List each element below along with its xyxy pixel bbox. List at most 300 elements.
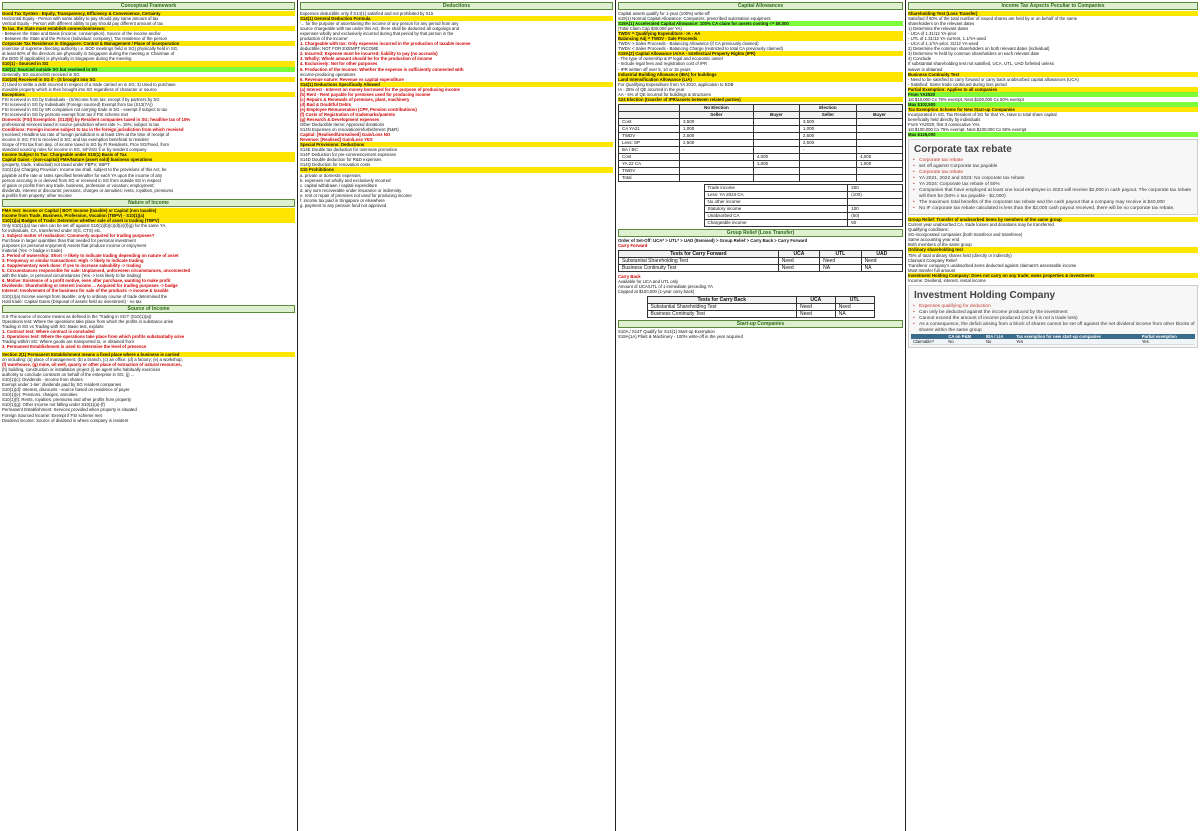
table-cell — [856, 174, 902, 181]
text-line: authority to conclude contracts on behalf of the enterprise in SG; (j) ... — [2, 372, 135, 378]
text-line: 5. Production of the Income: Whether the expense is sufficiently connected with — [300, 66, 464, 72]
text-line: a. private or domestic expenses — [300, 172, 361, 178]
text-line: movable property which is then brought into SG regardless of character or source — [2, 86, 157, 92]
corporate-tax-rebate-panel — [908, 139, 1198, 215]
table-cell: Substantial Shareholding Test — [647, 304, 796, 311]
text-line: Must transfer full amount — [908, 267, 956, 273]
text-line: - UCA of 1.31/12 YA-prior — [908, 31, 957, 37]
table-cell: Need — [796, 304, 835, 311]
text-line: S10(1): Sourced outside SG but received in SG — [2, 67, 295, 72]
text-line: 1. Chargeable with tax: Only expenses incurred in the production of taxable income — [300, 41, 471, 47]
section-title-nature-of-income: Nature of Income — [2, 199, 295, 207]
text-line: for individuals, CA, transferred under S(G, CTS) etc. — [2, 227, 102, 233]
table-row — [704, 212, 903, 219]
table-cell: Yes — [1014, 339, 1140, 345]
table-cell: 1,000 — [856, 160, 902, 167]
text-line: - UCA of 1.1/YA-prior, 31/12 YA-used — [908, 41, 979, 47]
text-line: Shareholding Test (Loss Transfer) — [908, 11, 1198, 16]
text-line: Land Intensification Allowance (LIA) — [618, 77, 903, 82]
text-line: Revenue: [Realised] Gain/Loss YES — [300, 137, 373, 143]
bullet-item: • Expenses qualifying for deduction — [911, 304, 1195, 310]
text-line: (f) warehouse, (g) mine, oil well, quarry or other place of extraction of natural resources, — [2, 362, 182, 368]
text-line: 4) Conclude — [908, 56, 932, 62]
text-line: S19A(1A) Plant & Machinery - 100% write-off in the year acquired — [618, 334, 743, 340]
text-line: Amount of UCA/UTL of 1 immediate preceding YA — [618, 284, 713, 290]
text-line: - Between the State and Basis (income; consumption), Source of the income and/or — [2, 31, 161, 37]
text-line: Income Subject to Tax: Chargeable under S10(1) Basis of Tax — [2, 152, 295, 157]
table-row — [704, 198, 903, 205]
table-cell — [856, 139, 902, 146]
text-line: Exempt under 1-tier: dividends paid by SG resident companies — [2, 382, 122, 388]
text-line: '... for the purpose of ascertaining the income of any person for any period from any — [300, 21, 459, 27]
text-line: with the trade, or personal circumstances (Yes -> less likely to be trading) — [2, 273, 142, 279]
text-line: Capped at $100,000 (1-year carry back) — [618, 289, 695, 295]
section-title-deductions: Deductions — [300, 2, 613, 10]
text-line: S10(1)(c): Dividends - income from shares — [2, 377, 83, 383]
table-cell — [753, 118, 799, 125]
text-line: - Include legal fees and registration cost of IPR — [618, 61, 708, 67]
text-line: on including: (a) place of management; (b) a branch; (c) an office; (d) a factory; (e) a workshop; — [2, 357, 183, 362]
text-line: payable at the rate or rates specified hereinafter for each YA upon the income of any — [2, 172, 163, 178]
table-row — [619, 264, 903, 271]
table-cell — [753, 132, 799, 139]
text-line: (b) Rent - Rent payable for premises used for producing income — [300, 91, 431, 97]
table-row — [619, 146, 903, 153]
text-line: production of the income' — [300, 36, 348, 42]
corporate-tax-rebate-title: Corporate tax rebate — [914, 144, 1012, 156]
table-row — [647, 304, 874, 311]
text-line: d. any sum recoverable under insurance or indemnity — [300, 187, 402, 193]
table-cell: TWDV — [619, 167, 680, 174]
text-line: income-producing operations — [300, 71, 356, 77]
table-row — [619, 118, 903, 125]
section-title-source-of-income: Source of Income — [2, 305, 295, 313]
table-row — [619, 139, 903, 146]
table-cell: Total — [619, 174, 680, 181]
text-line: (d) Bad & Doubtful Debts — [300, 101, 352, 107]
group-relief-text — [618, 238, 903, 248]
text-line: 2. Incurred: Expense must be incurred; liability to pay (no accruals) — [300, 51, 438, 57]
text-line: Corporate Tax Residence in Singapore: Control & Management / Place of incorporation — [2, 41, 295, 46]
text-line: (h) building, construction or installation project (i) an agent who habitually exercises — [2, 367, 161, 373]
table-cell — [753, 146, 799, 153]
source-of-income-text — [2, 314, 295, 349]
text-line: 6. Motive: Existence of a profit motive, even after purchase, wanting to make profit — [2, 278, 171, 284]
text-line: FSI received in SG by Individuals (Foreign sourced) Exempt from tax (S13(7A)) — [2, 101, 153, 107]
section-title-capital-allowances: Capital Allowances — [618, 2, 903, 10]
text-line: S10(1)(f): Rents, royalties, premiums and other profits from property — [2, 397, 132, 403]
text-line: S10(1)(a) Charging Provision: Income tax shall, subject to the provisions of this Act, be — [2, 167, 167, 173]
table-cell: Need — [778, 264, 819, 271]
table-cell: UTL — [820, 250, 861, 257]
bullet-item: • Corporate tax rebate — [911, 158, 1195, 164]
carry-forward-tests-table — [618, 250, 903, 272]
tax-computation-table — [704, 184, 904, 227]
text-line: Interest: Involvement of the business for sale of the products -> income & taxable — [2, 288, 169, 294]
table-cell: Less: SP — [619, 139, 680, 146]
text-line: source chargeable with tax under this Act, there shall be deducted all outgoings and — [300, 26, 460, 32]
text-line: S15 Prohibitions — [300, 167, 613, 172]
text-line: (a) Interest - Interest on money borrowed for the purpose of producing income — [300, 86, 460, 92]
table-cell — [619, 111, 680, 118]
table-cell: 1,000 — [799, 125, 856, 132]
text-line: Domestic (FSI) Exemption: (S13(8)) by Resident companies taxed in SG; headline tax of 15% — [2, 116, 191, 122]
table-header-row — [619, 104, 903, 111]
table-row — [619, 160, 903, 167]
text-line: Same accounting year end — [908, 237, 960, 243]
table-cell: Need — [820, 257, 861, 264]
table-cell — [856, 118, 902, 125]
table-cell: No — [946, 339, 984, 345]
table-cell — [856, 125, 902, 132]
table-cell: UTL — [835, 297, 874, 304]
text-line: Horizontal Equity - Person with same ability to pay should pay same amount of tax — [2, 16, 159, 22]
table-cell: (100) — [848, 191, 903, 198]
table-cell: - — [679, 146, 753, 153]
text-line: Max $125,000 — [908, 132, 1198, 137]
text-line: Exceptions — [2, 92, 295, 97]
text-line: S19(1) Normal Capital Allowance: Computers, prescribed automation equipment — [618, 16, 771, 22]
bullet-item: • Corporate tax rebate — [911, 170, 1195, 176]
table-cell: YA 22 CA — [619, 160, 680, 167]
table-row — [619, 125, 903, 132]
text-line: Ordinary shareholding test — [908, 247, 1198, 252]
income-tax-companies-text — [908, 11, 1198, 137]
table-cell: Cost — [619, 153, 680, 160]
text-line: S14F Deduction for pre-commencement expenses — [300, 152, 397, 158]
text-line: IA - 25% of QE incurred in the year — [618, 86, 685, 92]
text-line: Industrial Building Allowance (IBA) for buildings — [618, 72, 903, 77]
table-cell: 4,000 — [753, 153, 799, 160]
text-line: professional services taxed in source jurisdiction where rate >= 15%; subject to tax — [2, 122, 160, 128]
table-header-row — [619, 111, 903, 118]
text-line: purposes (or personal enjoyment) Assets that produce income or enjoyment — [2, 243, 147, 249]
text-line: Income from Trade, Business, Profession, Vocation (TBPV) - S10(1)(a) — [2, 213, 295, 218]
table-cell: Unabsorbed CA — [704, 212, 848, 219]
table-cell — [753, 174, 799, 181]
text-line: S.9 The source of income means as defined in the 'Trading in SG?' (S10(1)(a)) — [2, 313, 152, 319]
corporate-tax-rebate-list — [911, 158, 1195, 212]
text-line: at least 50% of the directors are physically in Singapore during the meeting or Chairman of — [2, 51, 175, 57]
text-line: b. expenses not wholly and exclusively incurred — [300, 177, 391, 183]
carry-back-tests-table — [647, 296, 875, 318]
text-line: FSI received in SG by Individuals - (S/Income from tax; except if by partners by SG — [2, 96, 160, 102]
table-cell — [856, 146, 902, 153]
table-cell: CA YA21 — [619, 125, 680, 132]
deductions-text — [300, 11, 613, 208]
text-line: 3. Wholly: Whole amount should be for the production of income — [300, 56, 433, 62]
table-cell — [799, 174, 856, 181]
table-cell: NA — [835, 311, 874, 318]
text-line: Group Relief: Transfer of unabsorbed items by members of the same group — [908, 217, 1198, 222]
conceptual-framework-text — [2, 11, 295, 198]
text-line: 1. Contract test: Where contract is concluded — [2, 328, 95, 334]
text-line: (e) Employee Remuneration (CPF, Pension contributions) — [300, 106, 417, 112]
text-line: g. payment to any pension fund not approved — [300, 202, 387, 208]
text-line: Investment Holding Company: Does not carry on any trade; owns properties & investments — [908, 273, 1198, 278]
text-line: (f) Costs of Registration of trademarks/patents — [300, 111, 396, 117]
text-line: 4. Exclusively: Not for other purposes — [300, 61, 378, 67]
table-cell: Seller — [799, 111, 856, 118]
text-line: Partial Exemption: Applies to all companies — [908, 87, 1198, 92]
table-cell: 1,000 — [679, 125, 753, 132]
text-line: - Need to be satisfied to carry forward or carry back unabsorbed capital allowances (UCA) — [908, 76, 1079, 82]
permanent-establishment-text — [2, 357, 295, 423]
text-line: deductible; NOT FOR EXEMPT INCOME — [300, 46, 379, 52]
text-line: shareholders on the relevant dates — [908, 21, 975, 27]
investment-holding-company-title: Investment Holding Company — [914, 289, 1056, 301]
section-title-permanent-establishment: Section 2(1) Permanent Establishment means a fixed place where a business is carried — [2, 352, 295, 357]
text-line: (Total Claim Cap $30,000 per YA) — [618, 26, 682, 32]
carry-back-text — [618, 279, 903, 294]
text-line: Satisfied if 50% of the total number of issued shares are held by or on behalf of the same — [908, 16, 1078, 22]
investment-holding-company-panel — [908, 285, 1198, 348]
bullet-item: • Cannot exceed the amount of income produced (once it is not a trade loss) — [911, 316, 1195, 322]
text-line: Foreign Sourced Income: Exempt if FSI scheme met — [2, 412, 102, 418]
text-line: (g) Research & Development expenses — [300, 116, 380, 122]
table-cell: 3,500 — [679, 118, 753, 125]
text-line: From YA2020 — [908, 92, 1198, 97]
table-cell: Need — [778, 257, 819, 264]
text-line: 1st $100,000 Cx 75% exempt, Next $100,000 Cx 50% exempt — [908, 127, 1027, 133]
table-cell: CA on P&M — [946, 334, 984, 339]
text-line: Balancing Adj = TWDV - Sale Proceeds — [618, 36, 903, 41]
table-row — [704, 205, 903, 212]
table-cell: Statutory income — [704, 205, 848, 212]
text-line: Dividend income: Source of dividend is where company is resident — [2, 417, 129, 423]
carry-back-title: Carry Back — [618, 273, 641, 279]
text-line: S10A / S14T Qualify for S14(1) Start-up Exemption — [618, 329, 715, 335]
bullet-item: • Companies that have employed at least one local employee in 2023 will receive $2,000 in cash payout. The corporate tax rebate will then be (50% x tax payable - $2,000) — [911, 188, 1195, 200]
table-cell: 4,000 — [856, 153, 902, 160]
text-line: 1st $10,000 Cx 75% exempt, Next $190,000 Cx 50% exempt — [908, 96, 1024, 102]
text-line: TWDV < Sales Proceeds - Balancing Charge (restricted to total CA previously claimed) — [618, 46, 783, 52]
text-line: Purchase in larger quantities than that needed for personal investment — [2, 238, 136, 244]
text-line: 75% of total ordinary shares held (directly or indirectly) — [908, 252, 1012, 258]
text-line: 5. Circumstances responsible for sale: Unplanned, unforeseen circumstances, unconnected — [2, 268, 191, 274]
text-line: Special Provisions: Deductions — [300, 142, 613, 147]
column-capital-allowances — [616, 0, 906, 831]
text-line: S10(1)(e): Pensions, charges, annuities — [2, 392, 78, 398]
text-line: 1. Subject matter of realisation: Commonly acquired for trading purposes? — [2, 232, 155, 238]
table-cell: 200 — [848, 184, 903, 191]
table-cell: Claimable? — [911, 339, 946, 345]
table-cell — [619, 104, 680, 111]
table-row — [704, 191, 903, 198]
text-line: Hold trade: Capital Gains (Disposal of assets held as investment) - no tax — [2, 298, 142, 304]
text-line: Transferor company's unabsorbed items deducted against claimant's assessable income — [908, 262, 1077, 268]
text-line: - IPR written off over 5, 10 or 15 years — [618, 66, 691, 72]
table-cell — [799, 167, 856, 174]
table-cell: UCA — [796, 297, 835, 304]
text-line: beneficially held directly by individuals — [908, 116, 981, 122]
text-line: Capital assets qualify for 1-year (100%) write-off — [618, 11, 710, 16]
table-cell: 50 — [848, 219, 903, 226]
text-line: From YA2020, first 3 consecutive YAs — [908, 122, 980, 128]
text-line: S10(1)(g): Other income not falling under S10(1)(a)-(f) — [2, 402, 105, 408]
text-line: (received; Headline tax rate of foreign jurisdiction is at least 15% at the time of receipt of — [2, 132, 170, 138]
text-line: SG-incorporated companies (both transferor and transferee) — [908, 232, 1023, 238]
table-row — [911, 339, 1195, 345]
table-cell — [856, 167, 902, 174]
text-line: Capital Gains - (non-capital) FMA/Nature (asset sold) business operations — [2, 157, 295, 162]
table-cell: 2,500 — [679, 139, 753, 146]
text-line: S14(1) General Deduction Formula — [300, 16, 613, 21]
bullet-item: • As a consequence, the deficit arising from a block of shares cannot be set off against the net dividend income from other blocks of shares within the same group — [911, 322, 1195, 334]
section-title-conceptual-framework: Conceptual Framework — [2, 2, 295, 10]
capital-allowances-text — [618, 11, 903, 102]
text-line: S19A(1) Accelerated Capital Allowance: 100% CA claim for assets costing <= $5,000 — [618, 21, 903, 26]
table-row — [619, 167, 903, 174]
text-line: S24 Election (transfer of IPR/assets between related parties) — [618, 97, 903, 102]
table-cell: (50) — [848, 212, 903, 219]
table-row — [619, 174, 903, 181]
text-line: dividends, interest or discounts; pensions, charges or annuities; rents, royalties, premiums — [2, 187, 174, 193]
table-cell: Need — [861, 257, 902, 264]
text-line: standard sourcing rules for income in SG, S/Fi/SG fi or by resident company — [2, 147, 147, 153]
bullet-item: • Can only be deducted against the income produced by the investment — [911, 310, 1195, 316]
table-header-row — [619, 250, 903, 257]
table-cell — [753, 104, 799, 111]
table-cell: Buyer — [856, 111, 902, 118]
election-comparison-table — [618, 104, 903, 182]
table-row — [619, 257, 903, 264]
text-line: 3. Frequency or similar transactions: High -> likely to indicate trading — [2, 258, 144, 264]
text-line: S14E Double tax deduction for overseas promotion — [300, 147, 398, 153]
text-line: - The type of ownership & IP legal and economic owner — [618, 56, 724, 62]
table-cell: Partial exemption — [1140, 334, 1195, 339]
table-cell: 100 — [848, 205, 903, 212]
table-cell — [679, 160, 753, 167]
table-cell: 2,500 — [679, 132, 753, 139]
text-line: Incorporated in SG, Tax Resident of SG for that YA, Have to total share capital — [908, 111, 1057, 117]
text-line: S19A(2) Capital Allowance IA/AA - Intellectual Property Rights (IPR) — [618, 51, 903, 56]
text-line: Capital: [Realised/Unrealised] Gain/Loss NO — [300, 132, 391, 138]
bullet-item: • set off against Corporate tax payable — [911, 164, 1195, 170]
table-cell: Substantial Shareholding Test — [619, 257, 779, 264]
text-line: S10(1) - Sourced in SG — [2, 61, 295, 66]
text-line: Scope of FSI tax from dep. of income taxed in SG by FI Residents, Prov SG/Fixed, from — [2, 142, 169, 148]
text-line: Both members of the same group — [908, 242, 972, 248]
table-cell — [753, 167, 799, 174]
bullet-item: • No IF corporate tax rebate calculated is less than the $2,000 cash payout received, there will be no corporate tax rebate. — [911, 206, 1195, 212]
text-line: waiver is obtained — [908, 66, 943, 72]
text-line: Available for UCA and UTL only — [618, 278, 679, 284]
text-line: - Satisfied: Same trade continued during loss period — [908, 81, 1007, 87]
text-line: Qualifying conditions: — [908, 227, 949, 233]
text-line: S10(1)(a) Badges of Trade: Determine whether sale of asset is trading (TBPV) — [2, 218, 295, 223]
text-line: Trading in SG vs Trading with SG: Basic test, exploits — [2, 323, 104, 329]
table-row — [647, 311, 874, 318]
text-line: FSI received in SG by SR companies not carrying trade in SG - exempt if subject to tax — [2, 106, 168, 112]
text-line: 2. Operations test: Where the operations take place from which profits substantially arise — [2, 333, 185, 339]
text-line: S10(1)(d): Interest, discounts - source based on residence of payer — [2, 387, 130, 393]
text-line: FSI received in SG by persons exempt from tax if FSI scheme met — [2, 111, 129, 117]
table-cell — [856, 132, 902, 139]
text-line: Expenses deductible only if S14(1) satisfied and not prohibited by S15 — [300, 11, 434, 16]
text-line: Order of Set-Off: UCA* > UTL* > UAD (Itemised) > Group Relief > Carry Back > Carry Forward — [618, 237, 808, 243]
table-row — [619, 132, 903, 139]
text-line: 6. Revenue nature: Revenue vs capital expenditure — [300, 76, 404, 82]
table-cell: No Election — [679, 104, 753, 111]
text-line: AA - 5% of QE incurred for buildings & structures — [618, 91, 711, 97]
text-line: Max $102,500 — [908, 102, 1198, 107]
table-cell: Cost — [619, 118, 680, 125]
bullet-item: • YA 2024: Corporate tax rebate of 50% — [911, 182, 1195, 188]
text-line: Carry Forward — [618, 242, 648, 248]
text-line: 2) Used to settle a debt incurred in respect of a trade carried on in SG; 3) Used to purchase — [2, 81, 176, 87]
table-cell: 1,000 — [753, 160, 799, 167]
text-line: f. income tax paid in Singapore or elsewhere — [300, 197, 385, 203]
table-row — [704, 219, 903, 226]
text-line: c. capital withdrawn / capital expenditure — [300, 182, 378, 188]
text-line: 2) Determine the common shareholders on both relevant dates (individual) — [908, 46, 1050, 52]
nature-of-income-text — [2, 208, 295, 304]
table-cell — [679, 167, 753, 174]
table-row — [619, 153, 903, 160]
table-cell: NA — [861, 264, 902, 271]
column-income-tax-companies — [906, 0, 1200, 831]
table-cell: Less: YA 2024 CA — [704, 191, 848, 198]
table-cell: Business Continuity Test — [619, 264, 779, 271]
text-line: & profits from property; other income — [2, 192, 72, 198]
text-line: TWDV > Sales Proceeds - Balancing Allowance (if CA previously claimed) — [618, 41, 759, 47]
text-line: income in SG; FSI is received in SG; and tax exemption beneficial to resident — [2, 137, 149, 143]
table-cell: Need — [835, 304, 874, 311]
text-line: If substantial shareholding test not satisfied, UCA, UTL, UAD forfeited unless — [908, 61, 1054, 67]
table-cell: Yes — [1140, 339, 1195, 345]
group-relief-companies-text — [908, 217, 1198, 283]
text-line: S10(25) Received in SG if - (S brought into SG — [2, 77, 295, 82]
text-line: Current year unabsorbed CA, trade losses and donations may be transferred — [908, 222, 1054, 228]
text-line: Operations test: Where the operations take place from which the profits in substance arise — [2, 318, 174, 324]
text-line: TWDV = Qualifying Expenditure - IA - AA — [618, 31, 903, 36]
text-line: the BOD (if applicable) is physically in Singapore during the meeting — [2, 56, 132, 62]
text-line: 3) Determine % held by common shareholders on each relevant date — [908, 51, 1040, 57]
table-cell: - — [799, 146, 856, 153]
text-line: 1) Determine the relevant dates — [908, 26, 969, 32]
section-title-group-relief: Group Relief (Loss Transfer) — [618, 229, 903, 237]
table-cell: No — [984, 339, 1014, 345]
text-line: e. rent or repair of premises not used for producing income — [300, 192, 412, 198]
text-line: Tax Exemption Scheme for New Start-up Companies — [908, 107, 1198, 112]
table-cell: 3,500 — [799, 118, 856, 125]
table-cell: BA / BC — [619, 146, 680, 153]
text-line: (property, trade, individual) not taxed under FBPV; SBPT — [2, 162, 110, 168]
section-title-income-tax-companies: Income Tax Aspects Peculiar to Companies — [908, 2, 1198, 10]
table-cell: Chargeable income — [704, 219, 848, 226]
text-line: 2. Period of ownership: Short -> likely to indicate trading depending on nature of asset — [2, 253, 179, 259]
bullet-item: • The maximum total benefits of the corporate tax rebate and the cash payout that a company may receive is $40,000 — [911, 200, 1195, 206]
table-cell — [799, 153, 856, 160]
text-line: Dividends: Shareholding or interest income ... Acquired for trading purposes -> badge — [2, 283, 178, 289]
text-line: (c) Repairs & Renewals of premises, plant, machinery — [300, 96, 410, 102]
text-line: Conditions: Foreign income subject to tax in the foreign jurisdiction from which received — [2, 127, 184, 133]
table-cell: Tests for Carry Back — [647, 297, 796, 304]
text-line: - UTL of 1.31/12 YA-current, 1.1/YA-used — [908, 36, 986, 42]
text-line: Business Continuity Test — [908, 72, 1198, 77]
table-cell: Trade income — [704, 184, 848, 191]
text-line: 3. Permanent Establishment is used to determine the level of presence — [2, 343, 147, 349]
text-line: Good Tax System - Equity, Transparency, Efficiency & Convenience, Certainty — [2, 11, 295, 16]
table-cell — [679, 153, 753, 160]
table-cell — [753, 125, 799, 132]
text-line: - Between the State and the Person (individual; company), Tax residence of the person — [2, 36, 167, 42]
table-header-row — [647, 297, 874, 304]
text-line: S14(1) Deductions Specifically Allowed — [300, 82, 613, 87]
text-line: material (Yes -> badge in trade) — [2, 248, 63, 254]
text-line: expenses wholly and exclusively incurred during that period by that person in the — [300, 31, 454, 37]
